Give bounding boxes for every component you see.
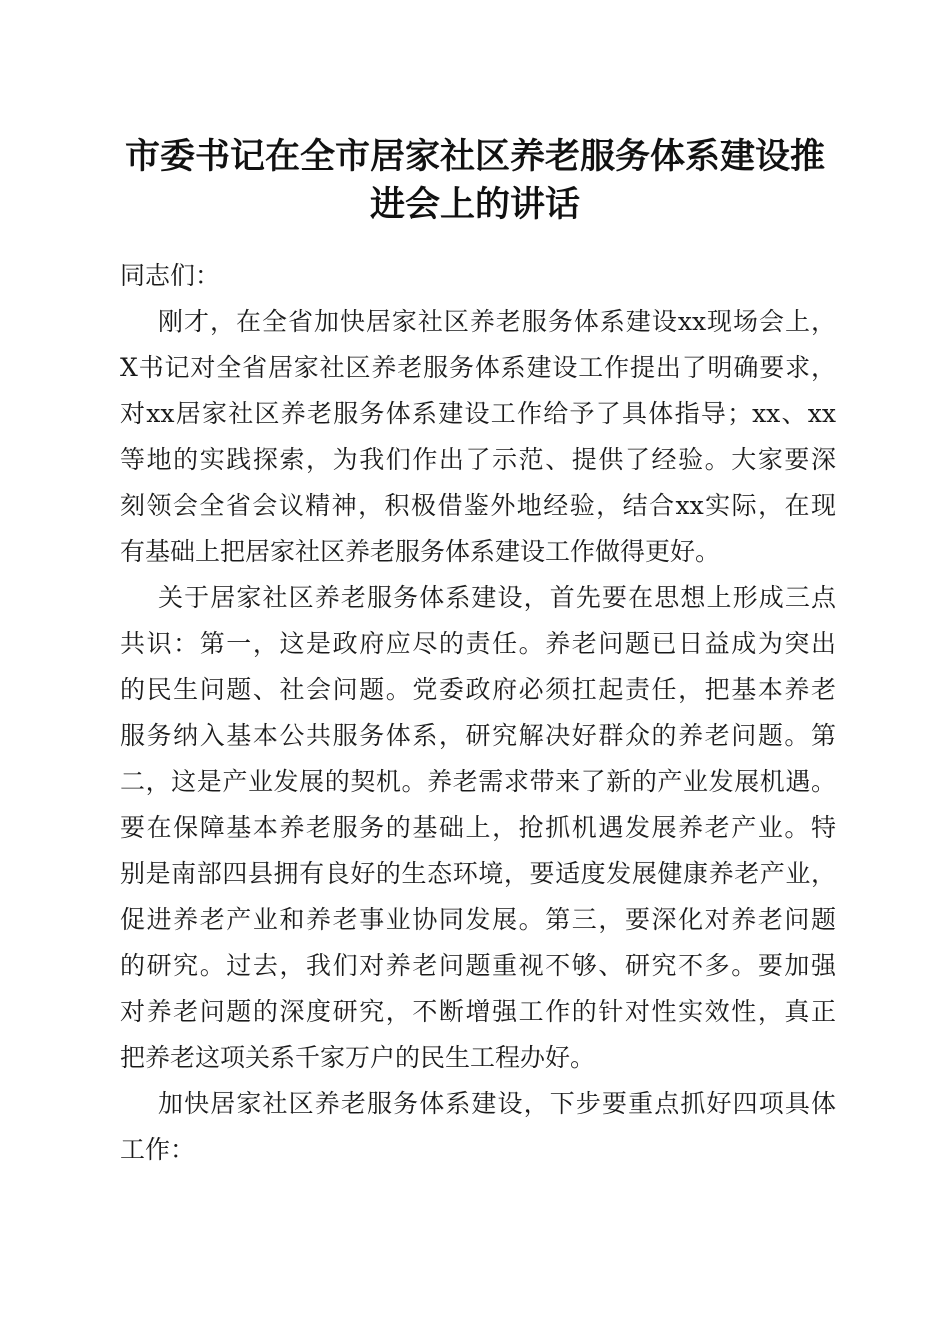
paragraph-line: 要在保障基本养老服务的基础上，抢抓机遇发展养老产业。特 — [120, 813, 836, 842]
paragraph-line: X书记对全省居家社区养老服务体系建设工作提出了明确要求， — [120, 353, 836, 382]
paragraph — [120, 299, 836, 575]
paragraph-line: 服务纳入基本公共服务体系，研究解决好群众的养老问题。第 — [120, 721, 836, 750]
paragraph — [120, 1081, 836, 1173]
paragraph-line: 工作： — [120, 1135, 196, 1164]
paragraph-line: 对xx居家社区养老服务体系建设工作给予了具体指导；xx、xx — [120, 399, 836, 428]
paragraph-line: 加快居家社区养老服务体系建设，下步要重点抓好四项具体 — [158, 1089, 836, 1118]
paragraph-line: 刻领会全省会议精神，积极借鉴外地经验，结合xx实际，在现 — [120, 491, 836, 520]
paragraph-line: 有基础上把居家社区养老服务体系建设工作做得更好。 — [120, 537, 721, 566]
paragraph-line: 把养老这项关系千家万户的民生工程办好。 — [120, 1043, 596, 1072]
paragraph-line: 别是南部四县拥有良好的生态环境，要适度发展健康养老产业， — [120, 859, 836, 888]
paragraph-line: 对养老问题的深度研究，不断增强工作的针对性实效性，真正 — [120, 997, 836, 1026]
paragraph-line: 的民生问题、社会问题。党委政府必须扛起责任，把基本养老 — [120, 675, 836, 704]
paragraph — [120, 575, 836, 1081]
salutation: 同志们： — [120, 261, 221, 290]
document-body — [120, 253, 836, 1173]
paragraph-line: 关于居家社区养老服务体系建设，首先要在思想上形成三点 — [158, 583, 836, 612]
paragraph-line: 二，这是产业发展的契机。养老需求带来了新的产业发展机遇。 — [120, 767, 836, 796]
paragraph-line: 的研究。过去，我们对养老问题重视不够、研究不多。要加强 — [120, 951, 836, 980]
paragraph-line: 等地的实践探索，为我们作出了示范、提供了经验。大家要深 — [120, 445, 836, 474]
title-line: 市委书记在全市居家社区养老服务体系建设推 — [124, 136, 825, 177]
paragraph-line: 共识：第一，这是政府应尽的责任。养老问题已日益成为突出 — [120, 629, 836, 658]
paragraph-line: 促进养老产业和养老事业协同发展。第三，要深化对养老问题 — [120, 905, 836, 934]
document-title — [100, 133, 850, 229]
paragraph-line: 刚才，在全省加快居家社区养老服务体系建设xx现场会上， — [158, 307, 836, 336]
title-line: 进会上的讲话 — [369, 184, 580, 225]
